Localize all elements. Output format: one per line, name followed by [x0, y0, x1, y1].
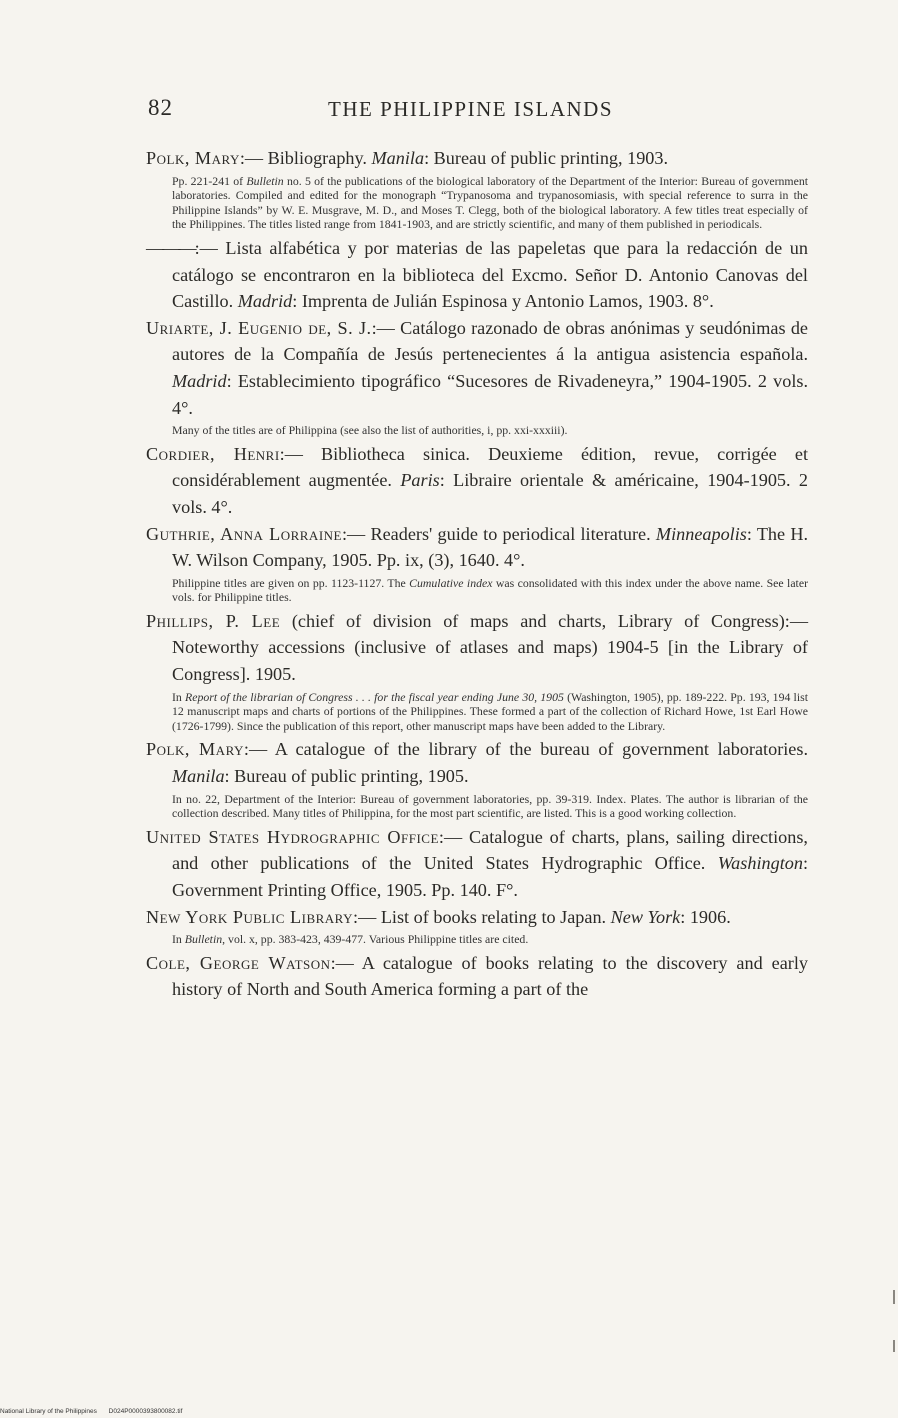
entry-title: :— A catalogue of the library of the bureau of government laboratories. — [243, 739, 809, 760]
entry-author: Polk, Mary — [146, 148, 240, 168]
entry-place: Minneapolis — [655, 523, 747, 544]
entry-title: :— Readers' guide to periodical literature. — [341, 523, 651, 544]
entry-note: In no. 22, Department of the Interior: Bureau of government laboratories, pp. 39-319. Index. Plates. The author is librarian of the collection described. Many titles of Philippina, for the most part scientific, are listed. This is a good working collection. — [172, 791, 808, 821]
entry-note: In Bulletin, vol. x, pp. 383-423, 439-477. Various Philippine titles are cited. — [172, 932, 529, 947]
bibliography-entry — [146, 904, 808, 931]
bibliography-entry — [146, 441, 808, 521]
entry-title: :— List of books relating to Japan. — [353, 906, 607, 927]
ditto-dash: ——— — [146, 237, 195, 258]
entry-imprint: : 1906. — [680, 906, 731, 927]
bibliography-entry — [146, 145, 808, 172]
bibliography-entry — [146, 521, 808, 574]
entry-note: In Report of the librarian of Congress . . . for the fiscal year ending June 30, 1905 (Washington, 1905), pp. 189-222. Pp. 193, 194 list 12 manuscript maps and charts of portions of the Philippines. These formed a part of the collection of Richard Howe, 1st Earl Howe (1726-1799). Since the publication of this report, other manuscript maps have been added to the Library. — [172, 689, 808, 733]
entry-title: :— Lista alfabética y por materias de las papeletas que para la redacción de un catálogo se encontraron en la biblioteca del Excmo. Señor D. Antonio Canovas del Castillo. — [172, 237, 808, 312]
entry-imprint: : Imprenta de Julián Espinosa y Antonio Lamos, 1903. 8°. — [292, 291, 714, 312]
entry-author: Cordier, Henri — [146, 443, 280, 464]
bibliography-entry — [146, 824, 808, 904]
entry-imprint: : Bureau of public printing, 1905. — [224, 766, 469, 787]
scan-edge-mark — [893, 1290, 895, 1304]
scan-footer — [0, 1408, 182, 1415]
entry-imprint: : The H. W. Wilson Company, 1905. Pp. ix, (3), 1640. 4°. — [172, 523, 809, 571]
bibliography-entry — [146, 950, 808, 1003]
entry-title: :— Catalogue of charts, plans, sailing directions, and other publications of the United States Hydrographic Office. — [172, 826, 808, 874]
running-title: THE PHILIPPINE ISLANDS — [328, 97, 613, 121]
entry-title: :— Bibliotheca sinica. Deuxieme édition, revue, corrigée et considérablement augmentée. — [172, 443, 809, 491]
scan-edge-mark — [893, 1340, 895, 1352]
entry-place: Washington — [717, 853, 803, 874]
entry-title: :— A catalogue of books relating to the discovery and early history of North and South America forming a part of the — [172, 952, 808, 1000]
entry-author: Cole, George Watson — [146, 952, 331, 973]
footer-library: National Library of the Philippines — [0, 1408, 97, 1415]
entry-note: Pp. 221-241 of Bulletin no. 5 of the publications of the biological laboratory of the Department of the Interior: Bureau of government laboratories. Compiled and edited for the monograph “Trypanosoma and trypanosomiasis, with special reference to surra in the Philippine Islands” by W. E. Musgrave, M. D., and Moses T. Clegg, both of the biological laboratory. A few titles treat especially of the Philippines. The titles listed range from 1841-1903, and are strictly scientific, and many of them published in periodicals. — [172, 173, 808, 232]
entry-imprint: : Bureau of public printing, 1903. — [424, 148, 669, 168]
entry-author: Polk, Mary — [146, 739, 244, 760]
entry-author: New York Public Library — [146, 906, 354, 927]
entry-place: New York — [610, 906, 681, 927]
page-number: 82 — [148, 95, 173, 120]
entry-title: :— Bibliography. — [239, 148, 367, 168]
entry-title: :— Catálogo razonado de obras anónimas y seudónimas de autores de la Compañía de Jesús pertenecientes á la antigua asistencia española. — [172, 317, 808, 365]
entry-place: Manila — [371, 148, 425, 168]
bibliography-entry — [146, 315, 808, 421]
entry-imprint: : Establecimiento tipográfico “Sucesores de Rivadeneyra,” 1904-1905. 2 vols. 4°. — [172, 370, 808, 418]
bibliography-list — [146, 145, 808, 1003]
entry-place: Madrid — [172, 370, 227, 391]
footer-code: D024P0000393800082.tif — [108, 1408, 183, 1415]
entry-place: Manila — [172, 766, 225, 787]
entry-note: Many of the titles are of Philippina (see also the list of authorities, i, pp. xxi-xxxiii). — [172, 423, 568, 438]
entry-author: United States Hydrographic Office — [146, 826, 439, 847]
entry-place: Paris — [400, 470, 440, 491]
bibliography-entry — [146, 235, 808, 315]
entry-author: Phillips, P. Lee — [146, 610, 281, 631]
entry-place: Madrid — [237, 291, 293, 312]
bibliography-entry — [146, 736, 808, 789]
entry-note: Philippine titles are given on pp. 1123-1127. The Cumulative index was consolidated with this index under the above name. See later vols. for Philippine titles. — [172, 575, 808, 605]
entry-imprint: : Libraire orientale & américaine, 1904-1905. 2 vols. 4°. — [172, 470, 809, 517]
bibliography-entry — [146, 608, 808, 688]
entry-title: (chief of division of maps and charts, Library of Congress):— Noteworthy accessions (inclusive of atlases and maps) 1904-5 [in the Library of Congress]. 1905. — [172, 610, 809, 685]
entry-author: Guthrie, Anna Lorraine — [146, 523, 342, 544]
entry-imprint: : Government Printing Office, 1905. Pp. 140. F°. — [172, 853, 808, 900]
entry-author: Uriarte, J. Eugenio de, S. J. — [146, 317, 372, 338]
page-header — [148, 95, 808, 131]
